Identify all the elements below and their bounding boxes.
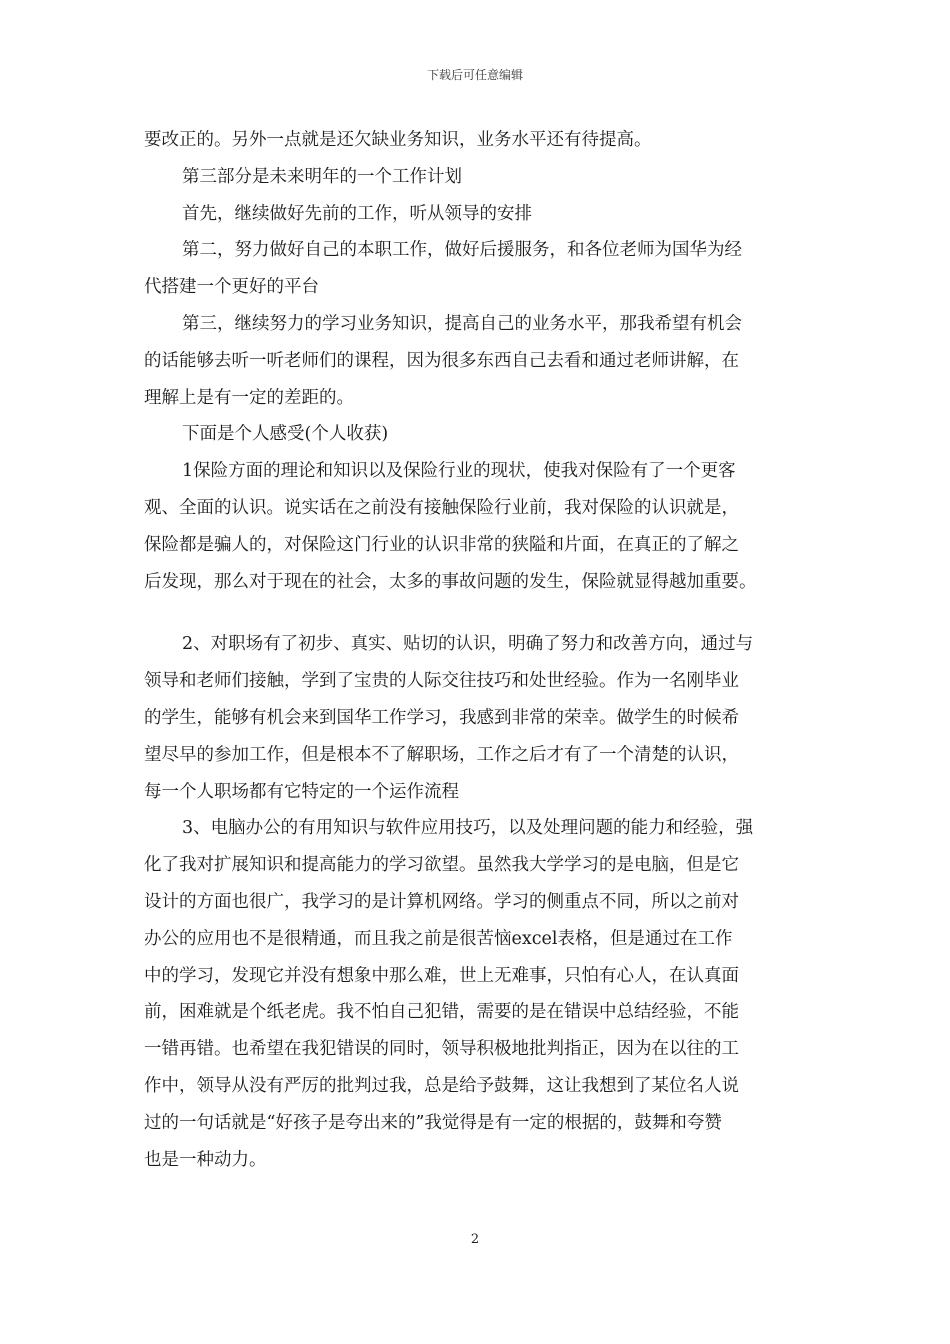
text-line: 首先，继续做好先前的工作，听从领导的安排 [182, 203, 532, 224]
text-line: 领导和老师们接触，学到了宝贵的人际交往技巧和处世经验。作为一名刚毕业 [144, 671, 739, 692]
text-line: 每一个人职场都有它特定的一个运作流程 [144, 781, 459, 802]
text-line: 第二，努力做好自己的本职工作，做好后援服务，和各位老师为国华为经 [182, 240, 742, 261]
text-line: 的学生，能够有机会来到国华工作学习，我感到非常的荣幸。做学生的时候希 [144, 707, 739, 728]
text-line: 代搭建一个更好的平台 [144, 277, 319, 298]
text-line: 作中，领导从没有严厉的批判过我，总是给予鼓舞，这让我想到了某位名人说 [144, 1075, 739, 1096]
text-line: 化了我对扩展知识和提高能力的学习欲望。虽然我大学学习的是电脑，但是它 [144, 855, 739, 876]
page-number: 2 [470, 1232, 480, 1247]
text-line: 设计的方面也很广，我学习的是计算机网络。学习的侧重点不同，所以之前对 [144, 891, 739, 912]
text-line: 第三，继续努力的学习业务知识，提高自己的业务水平，那我希望有机会 [182, 313, 742, 334]
text-line: 前，困难就是个纸老虎。我不怕自己犯错，需要的是在错误中总结经验，不能 [144, 1002, 739, 1023]
text-line: 3、电脑办公的有用知识与软件应用技巧，以及处理问题的能力和经验，强 [182, 818, 754, 839]
page-header: 下载后可任意编辑 [426, 68, 523, 82]
paragraph-gap [144, 600, 824, 626]
text-line: 下面是个人感受(个人收获) [182, 424, 389, 445]
text-line: 中的学习，发现它并没有想象中那么难，世上无难事，只怕有心人，在认真面 [144, 965, 739, 986]
text-line: 观、全面的认识。说实话在之前没有接触保险行业前，我对保险的认识就是， [144, 497, 739, 518]
text-line: 2、对职场有了初步、真实、贴切的认识，明确了努力和改善方向，通过与 [182, 634, 754, 655]
text-line: 的话能够去听一听老师们的课程，因为很多东西自己去看和通过老师讲解，在 [144, 350, 739, 371]
text-line: 望尽早的参加工作，但是根本不了解职场，工作之后才有了一个清楚的认识， [144, 744, 739, 765]
document-body [144, 122, 824, 1178]
text-line: 过的一句话就是“好孩子是夸出来的”我觉得是有一定的根据的，鼓舞和夸赞 [144, 1112, 722, 1133]
text-line: 1保险方面的理论和知识以及保险行业的现状，使我对保险有了一个更客 [182, 461, 736, 482]
text-line: 保险都是骗人的，对保险这门行业的认识非常的狭隘和片面，在真正的了解之 [144, 534, 739, 555]
text-line: 一错再错。也希望在我犯错误的同时，领导积极地批判指正，因为在以往的工 [144, 1039, 739, 1060]
text-line: 也是一种动力。 [144, 1149, 267, 1170]
text-line: 第三部分是未来明年的一个工作计划 [182, 166, 462, 187]
text-line: 理解上是有一定的差距的。 [144, 387, 354, 408]
text-line: 要改正的。另外一点就是还欠缺业务知识，业务水平还有待提高。 [144, 130, 652, 150]
text-line: 办公的应用也不是很精通，而且我之前是很苦恼excel表格，但是通过在工作 [144, 928, 733, 949]
text-line: 后发现，那么对于现在的社会，太多的事故问题的发生，保险就显得越加重要。 [144, 571, 757, 592]
